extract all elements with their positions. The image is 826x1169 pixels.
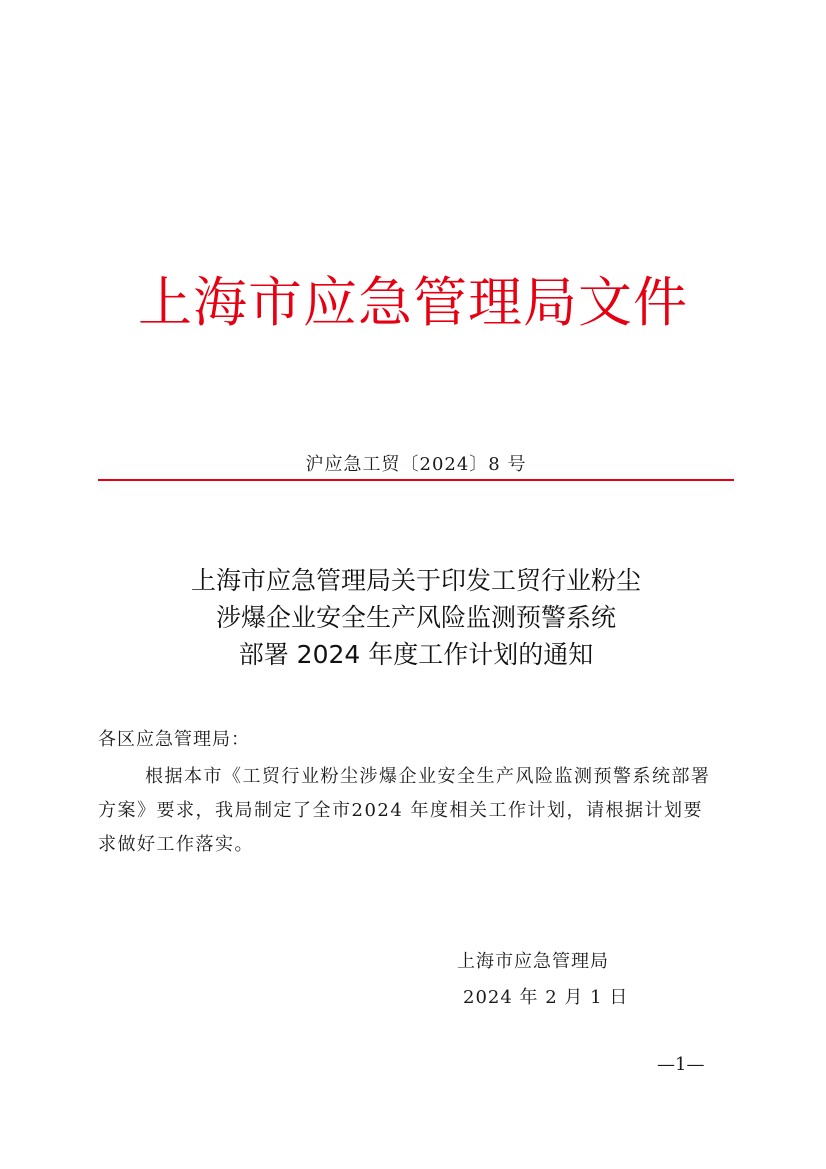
signature-date: 2024 年 2 月 1 日: [463, 987, 629, 1008]
title-line-2: 涉爆企业安全生产风险监测预警系统: [215, 603, 616, 632]
signature-organization: 上海市应急管理局: [457, 951, 609, 972]
issuer-header-title: 上海市应急管理局文件: [138, 271, 688, 334]
red-divider-line: [98, 479, 734, 481]
addressee: 各区应急管理局：: [98, 729, 250, 750]
document-title: [98, 562, 734, 673]
title-line-1: 上海市应急管理局关于印发工贸行业粉尘: [190, 566, 641, 595]
document-number: 沪应急工贸〔2024〕8 号: [305, 454, 527, 475]
page-number: —1—: [657, 1054, 705, 1075]
title-line-3: 部署 2024 年度工作计划的通知: [238, 640, 594, 669]
body-paragraph: 根据本市《工贸行业粉尘涉爆企业安全生产风险监测预警系统部署方案》要求，我局制定了全市2024 年度相关工作计划，请根据计划要求做好工作落实。: [98, 766, 711, 855]
